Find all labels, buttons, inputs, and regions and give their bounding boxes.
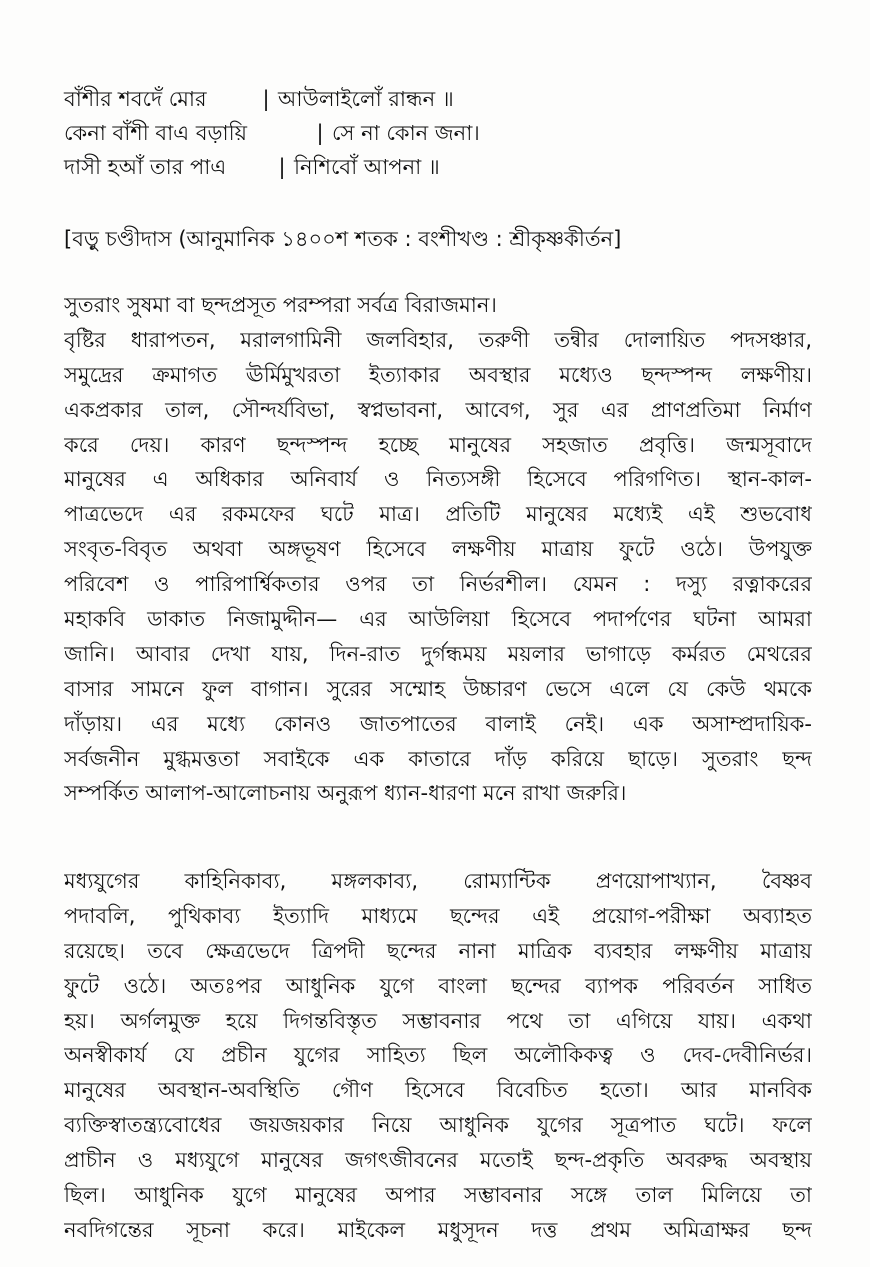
text-line: ব্যক্তিস্বাতন্ত্র্যবোধের জয়জয়কার নিয়ে আধুনিক যুগের সূত্রপাত ঘটে। ফলে: [64, 1113, 812, 1138]
verse-line: [64, 116, 664, 150]
text-line: ফুটে ওঠে। অতঃপর আধুনিক যুগে বাংলা ছন্দের ব্যাপক পরিবর্তন সাধিত: [64, 973, 812, 998]
text-line: পাত্রভেদে এর রকমফের ঘটে মাত্র। প্রতিটি মানুষের মধ্যেই এই শুভবোধ: [64, 502, 812, 527]
text-line: মধ্যযুগের কাহিনিকাব্য, মঙ্গলকাব্য, রোম্যান্টিক প্রণয়োপাখ্যান, বৈষ্ণব: [64, 869, 812, 893]
verse-separator: |: [316, 121, 324, 145]
citation: [বড়ু চণ্ডীদাস (আনুমানিক ১৪০০শ শতক : বংশীখণ্ড : শ্রীকৃষ্ণকীর্তন]: [64, 227, 622, 251]
text-line: সুতরাং সুষমা বা ছন্দপ্রসূত পরম্পরা সর্বত্র বিরাজমান।: [64, 293, 497, 317]
text-line: অনস্বীকার্য যে প্রচীন যুগের সাহিত্য ছিল অলৌকিকত্ব ও দেব-দেবীনির্ভর।: [64, 1043, 812, 1068]
text-line: পরিবেশ ও পারিপার্শ্বিকতার ওপর তা নির্ভরশীল। যেমন : দস্যু রত্নাকরের: [64, 572, 812, 597]
text-line: মানুষের অবস্থান-অবস্থিতি গৌণ হিসেবে বিবেচিত হতো। আর মানবিক: [64, 1078, 812, 1103]
verse-line: [64, 82, 664, 116]
text-line: সংবৃত-বিবৃত অথবা অঙ্গভূষণ হিসেবে লক্ষণীয় মাত্রায় ফুটে ওঠে। উপযুক্ত: [64, 537, 812, 562]
text-line: রয়েছে। তবে ক্ষেত্রভেদে ত্রিপদী ছন্দের নানা মাত্রিক ব্যবহার লক্ষণীয় মাত্রায়: [64, 938, 812, 963]
verse-block: [64, 82, 664, 184]
text-line: সম্পর্কিত আলাপ-আলোচনায় অনুরূপ ধ্যান-ধারণা মনে রাখা জরুরি।: [64, 781, 627, 806]
verse-separator: |: [262, 87, 270, 111]
text-line: সর্বজনীন মুগ্ধমত্ততা সবাইকে এক কাতারে দাঁড় করিয়ে ছাড়ে। সুতরাং ছন্দ: [64, 746, 812, 771]
text-line: পদাবলি, পুথিকাব্য ইত্যাদি মাধ্যমে ছন্দের এই প্রয়োগ-পরীক্ষা অব্যাহত: [64, 903, 812, 928]
text-line: নবদিগন্তের সূচনা করে। মাইকেল মধুসূদন দত্ত প্রথম অমিত্রাক্ষর ছন্দ: [64, 1217, 812, 1242]
text-line: মানুষের এ অধিকার অনিবার্য ও নিত্যসঙ্গী হিসেবে পরিগণিত। স্থান-কাল-: [64, 467, 812, 492]
text-line: মহাকবি ডাকাত নিজামুদ্দীন— এর আউলিয়া হিসেবে পদার্পণের ঘটনা আমরা: [64, 607, 812, 632]
verse-first-half: বাঁশীর শবদেঁ মোর: [64, 87, 207, 111]
text-line: একপ্রকার তাল, সৌন্দর্যবিভা, স্বপ্নভাবনা, আবেগ, সুর এর প্রাণপ্রতিমা নির্মাণ: [64, 397, 812, 422]
text-line: ছিল। আধুনিক যুগে মানুষের অপার সম্ভাবনার সঙ্গে তাল মিলিয়ে তা: [64, 1183, 812, 1208]
text-line: বৃষ্টির ধারাপতন, মরালগামিনী জলবিহার, তরুণী তন্বীর দোলায়িত পদসঞ্চার,: [64, 327, 812, 352]
text-line: দাঁড়ায়। এর মধ্যে কোনও জাতপাতের বালাই নেই। এক অসাম্প্রদায়িক-: [64, 711, 812, 736]
text-line: হয়। অর্গলমুক্ত হয়ে দিগন্তবিস্তৃত সম্ভাবনার পথে তা এগিয়ে যায়। একথা: [64, 1008, 812, 1033]
text-line: প্রাচীন ও মধ্যযুগে মানুষের জগৎজীবনের মতোই ছন্দ-প্রকৃতি অবরুদ্ধ অবস্থায়: [64, 1148, 812, 1173]
verse-first-half: কেনা বাঁশী বাএ বড়ায়ি: [64, 121, 247, 145]
verse-second-half: সে না কোন জনা।: [332, 121, 480, 145]
text-line: বাসার সামনে ফুল বাগান। সুরের সম্মোহ উচ্চারণ ভেসে এলে যে কেউ থমকে: [64, 676, 812, 701]
verse-line: [64, 150, 664, 184]
verse-separator: |: [278, 155, 286, 179]
text-line: সমুদ্রের ক্রমাগত ঊর্মিমুখরতা ইত্যাকার অবস্থার মধ্যেও ছন্দস্পন্দ লক্ষণীয়।: [64, 362, 812, 387]
text-line: জানি। আবার দেখা যায়, দিন-রাত দুর্গন্ধময় ময়লার ভাগাড়ে কর্মরত মেথরের: [64, 641, 812, 666]
paragraph-1: [64, 288, 812, 811]
verse-first-half: দাসী হআঁ তার পাএ: [64, 155, 227, 179]
verse-second-half: নিশিবোঁ আপনা ॥: [294, 155, 440, 179]
verse-second-half: আউলাইলোঁ রান্ধন ॥: [278, 87, 454, 111]
paragraph-2: [64, 864, 812, 1248]
text-line: করে দেয়। কারণ ছন্দস্পন্দ হচ্ছে মানুষের সহজাত প্রবৃত্তি। জন্মসূবাদে: [64, 432, 812, 457]
